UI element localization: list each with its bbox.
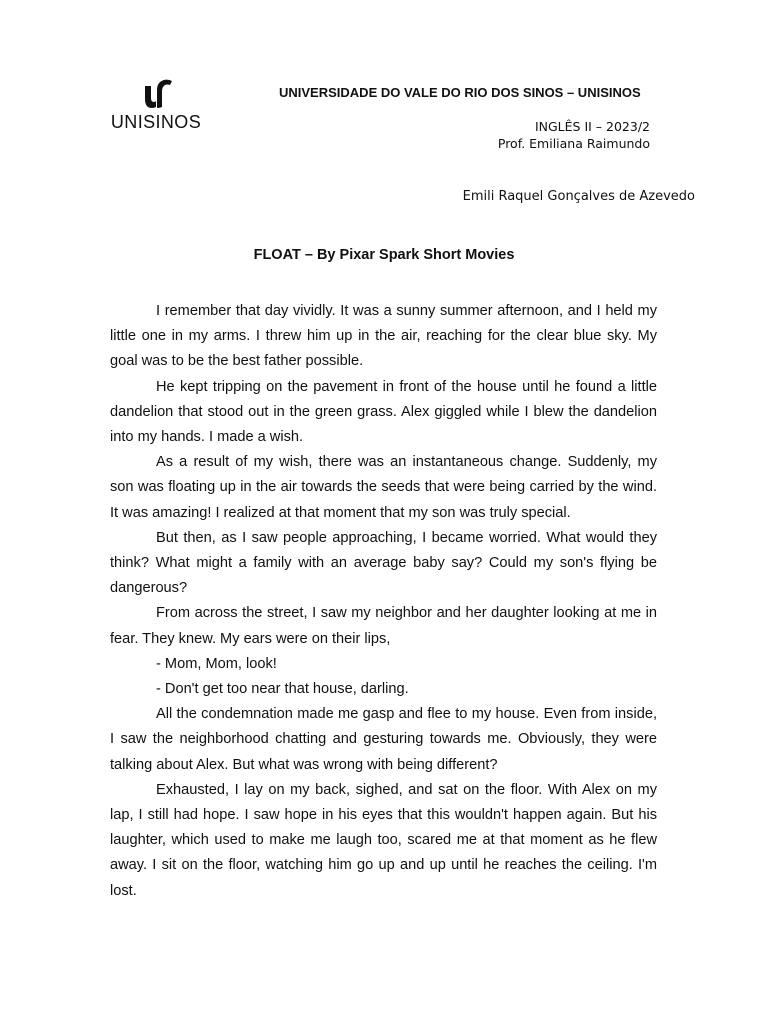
unisinos-logo [104, 76, 214, 136]
course-name: INGLÊS II – 2023/2 [534, 119, 650, 134]
paragraph: From across the street, I saw my neighbor and her daughter looking at me in fear. They knew. My ears were on their lips, [110, 605, 657, 647]
paragraph: But then, as I saw people approaching, I became worried. What would they think? What might a family with an average baby say? Could my son's flying be dangerous? [110, 529, 657, 597]
paragraph: As a result of my wish, there was an instantaneous change. Suddenly, my son was floating up in the air towards the seeds that were being carried by the wind. It was amazing! I realized at that moment that my son was truly special. [110, 454, 657, 521]
dialogue-line: - Don't get too near that house, darling. [156, 681, 409, 698]
dialogue-line: - Mom, Mom, look! [156, 655, 277, 672]
paragraph: All the condemnation made me gasp and flee to my house. Even from inside, I saw the neighborhood chatting and gesturing towards me. Obviously, they were talking about Alex. But what was wrong with being different? [110, 706, 657, 773]
university-name: UNIVERSIDADE DO VALE DO RIO DOS SINOS – UNISINOS [279, 85, 641, 100]
professor-name: Prof. Emiliana Raimundo [497, 136, 650, 151]
logo-wordmark: UNISINOS [110, 112, 202, 132]
paragraph: He kept tripping on the pavement in front of the house until he found a little dandelion that stood out in the green grass. Alex giggled while I blew the dandelion into my hands. I made a wish. [110, 378, 657, 446]
document-title: FLOAT – By Pixar Spark Short Movies [253, 247, 515, 263]
author-name: Emili Raquel Gonçalves de Azevedo [462, 189, 695, 204]
unisinos-emblem-icon [142, 76, 176, 110]
story-body [110, 299, 657, 904]
paragraph: I remember that day vividly. It was a sunny summer afternoon, and I held my little one in my arms. I threw him up in the air, reaching for the clear blue sky. My goal was to be the best father possible. [110, 303, 657, 370]
paragraph: Exhausted, I lay on my back, sighed, and sat on the floor. With Alex on my lap, I still had hope. I saw hope in his eyes that this wouldn't happen again. But his laughter, which used to make me laugh too, scared me at that moment as he flew away. I sit on the floor, watching him go up and up until he reaches the ceiling. I'm lost. [110, 781, 657, 899]
